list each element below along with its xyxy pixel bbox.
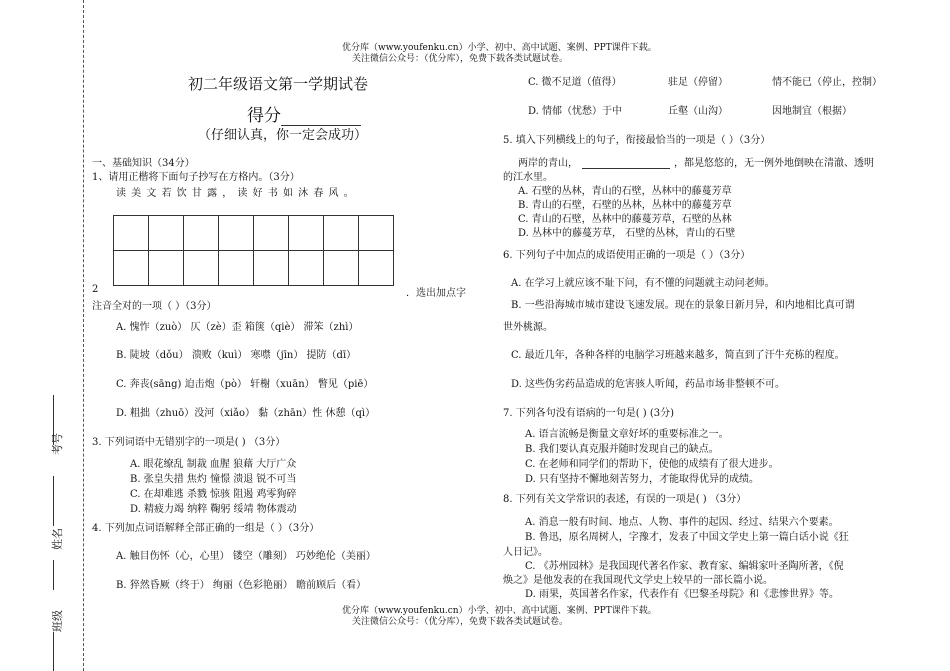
grid-cell[interactable] [114, 251, 149, 286]
grid-cell[interactable] [359, 216, 394, 251]
class-line-top [53, 560, 54, 590]
q4-option-c-3: 情不能已（停止，控制） [772, 77, 882, 88]
grid-cell[interactable] [219, 216, 254, 251]
grid-cell[interactable] [184, 251, 219, 286]
score-label: 得分 [247, 106, 281, 126]
q6-option-b-line-2: 世外桃源。 [503, 322, 553, 333]
exam-subtitle: （仔细认真，你一定会成功） [198, 128, 368, 143]
q1-sentence: 读 美 文 若 饮 甘 露 ， 读 好 书 如 沐 春 风 。 [116, 188, 355, 199]
q2-option-d: D. 粗拙（zhuō）没河（xiǎo） 黏（zhān）性 休憩（qì） [116, 408, 376, 419]
grid-cell[interactable] [114, 216, 149, 251]
q7-option-b: B. 我们要认真克服并随时发现自己的缺点。 [525, 444, 719, 455]
grid-row [114, 251, 394, 286]
q8-option-c-line-1: C. 《苏州园林》是我国现代著名作家、教育家、编辑家叶圣陶所著，《倪 [525, 561, 844, 572]
q6-option-a: A. 在学习上就应该不耻下问，有不懂的问题就主动问老师。 [511, 278, 775, 289]
q6-option-d: D. 这些伪劣药品造成的危害骇人听闻，药品市场非整顿不可。 [511, 379, 786, 390]
grid-cell[interactable] [324, 251, 359, 286]
q7-option-a: A. 语言流畅是衡量文章好坏的重要标准之一。 [525, 429, 729, 440]
q2-option-b: B. 陡坡（dǒu） 溃败（kuì） 寒噤（jīn） 提防（dī） [116, 350, 357, 361]
header-line-1: 优分库（www.youfenku.cn）小学、初中、高中试题、案例、PPT课件下载。 [342, 43, 657, 53]
grid-cell[interactable] [184, 216, 219, 251]
grid-cell[interactable] [254, 251, 289, 286]
q2-option-a: A. 愧怍（zuò） 仄（zè）歪 箱箧（qiè） 滞笨（zhì） [116, 322, 359, 333]
q5-text-a: 两岸的青山， [518, 158, 578, 169]
grid-cell[interactable] [219, 251, 254, 286]
score-area [247, 101, 361, 126]
q2-option-c: C. 奔丧(sāng) 迫击炮（pò） 轩榭（xuān） 瞥见（piē） [116, 379, 374, 390]
q5-text-c: 的江水里。 [503, 172, 553, 183]
q5-prompt: 5. 填入下列横线上的句子，衔接最恰当的一项是（ ）（3分） [503, 135, 771, 146]
q4-option-b: B. 猝然昏厥（终于） 绚丽（色彩艳丽） 瞻前顾后（看） [116, 580, 367, 591]
q8-option-b-line-1: B. 鲁迅，原名周树人，字豫才，发表了中国文学史上第一篇白话小说《狂 [525, 532, 849, 543]
grid-cell[interactable] [254, 216, 289, 251]
q5-option-d: D. 丛林中的藤蔓芳草， 石壁的丛林，青山的石壁 [518, 228, 736, 239]
binding-dashed-line [83, 0, 84, 671]
q5-option-c: C. 青山的石壁，丛林中的藤蔓芳草，石壁的丛林 [518, 214, 732, 225]
q3-option-d: D. 精疲力竭 纳粹 鞠躬 绥靖 物体震动 [130, 504, 297, 515]
grid-cell[interactable] [289, 216, 324, 251]
q2-number: 2 [92, 284, 99, 295]
q7-option-d: D. 只有坚持不懈地刻苦努力，才能取得优异的成绩。 [525, 474, 760, 485]
q4-option-c-1: C. 微不足道（值得） [528, 77, 622, 88]
q7-prompt: 7. 下列各句没有语病的一句是( ) (3分) [503, 408, 675, 419]
q3-prompt: 3. 下列词语中无错别字的一项是( ) （3分） [92, 437, 286, 448]
q8-option-b-line-2: 人日记》。 [503, 547, 548, 558]
grid-cell[interactable] [324, 216, 359, 251]
q8-option-c-line-2: 焕之》是他发表的在我国现代文学史上较早的一部长篇小说。 [503, 575, 773, 586]
grid-cell[interactable] [149, 251, 184, 286]
q4-option-c-2: 驻足（停留） [668, 77, 728, 88]
q5-option-b: B. 青山的石壁，石壁的丛林，丛林中的藤蔓芳草 [518, 200, 732, 211]
q6-option-b-line-1: B. 一些沿海城市城市建设飞速发展。现在的景象日新月异，和内地相比真可谓 [511, 300, 855, 311]
kaohao-label: 考号 [51, 433, 64, 455]
name-label: 姓名 [51, 528, 64, 550]
q4-prompt: 4. 下列加点词语解释全部正确的一组是（ ）（3分） [92, 523, 320, 534]
q8-prompt: 8. 下列有关文学常识的表述，有误的一项是( ) （3分） [503, 494, 747, 505]
q5-blank[interactable] [582, 158, 670, 169]
writing-grid[interactable] [113, 215, 394, 286]
section-1-heading: 一、基础知识（34分） [92, 158, 195, 169]
footer-line-1: 优分库（www.youfenku.cn）小学、初中、高中试题、案例、PPT课件下载。 [342, 606, 657, 616]
q3-option-c: C. 在却难逃 杀戮 惊骇 阻遏 鸡零狗碎 [130, 489, 297, 500]
q1-prompt: 1、请用正楷将下面句子抄写在方格内。（3分） [92, 172, 300, 183]
grid-cell[interactable] [359, 251, 394, 286]
class-line-bottom [53, 632, 54, 671]
grid-cell[interactable] [289, 251, 324, 286]
q4-option-d-2: 丘壑（山沟） [668, 106, 728, 117]
q5-text-b: ，都晃悠悠的，无一例外地倒映在清澈、透明 [674, 158, 874, 169]
q4-option-a: A. 触目伤怀（心，心里） 镂空（雕刻） 巧妙绝伦（美丽） [116, 551, 376, 562]
q7-option-c: C. 在老师和同学们的帮助下，使他的成绩有了很大进步。 [525, 459, 779, 470]
q4-option-d-1: D. 情郁（忧愁）于中 [528, 106, 623, 117]
q8-option-d: D. 雨果，英国著名作家，代表作有《巴黎圣母院》和《悲惨世界》等。 [525, 589, 840, 600]
q3-option-b: B. 张皇失措 焦灼 憧憬 溃退 锐不可当 [130, 474, 297, 485]
grid-cell[interactable] [149, 216, 184, 251]
footer-line-2: 关注微信公众号：（优分库），免费下载各类试题试卷。 [352, 617, 569, 627]
header-line-2: 关注微信公众号：（优分库），免费下载各类试题试卷。 [352, 54, 569, 64]
q6-option-c: C. 最近几年，各种各样的电脑学习班越来越多，简直到了汗牛充栋的程度。 [511, 350, 845, 361]
q6-prompt: 6. 下列句子中加点的成语使用正确的一项是（ ）（3分） [503, 250, 751, 261]
q8-option-a: A. 消息一般有时间、地点、人物、事件的起因、经过、结果六个要素。 [525, 517, 839, 528]
q3-option-a: A. 眼花缭乱 制裁 血腥 狼藉 大厅广众 [130, 459, 297, 470]
q5-option-a: A. 石壁的丛林，青山的石壁，丛林中的藤蔓芳草 [518, 186, 732, 197]
q5-text-line-1 [518, 154, 874, 169]
grid-row [114, 216, 394, 251]
exam-title: 初二年级语文第一学期试卷 [188, 75, 369, 93]
name-line [53, 476, 54, 526]
q4-option-d-3: 因地制宜（根据） [772, 106, 852, 117]
q2-tail: ．选出加点字 [406, 288, 466, 299]
class-label: 班级 [51, 610, 64, 632]
q2-prompt: 注音全对的一项（ ）（3分） [92, 301, 217, 312]
